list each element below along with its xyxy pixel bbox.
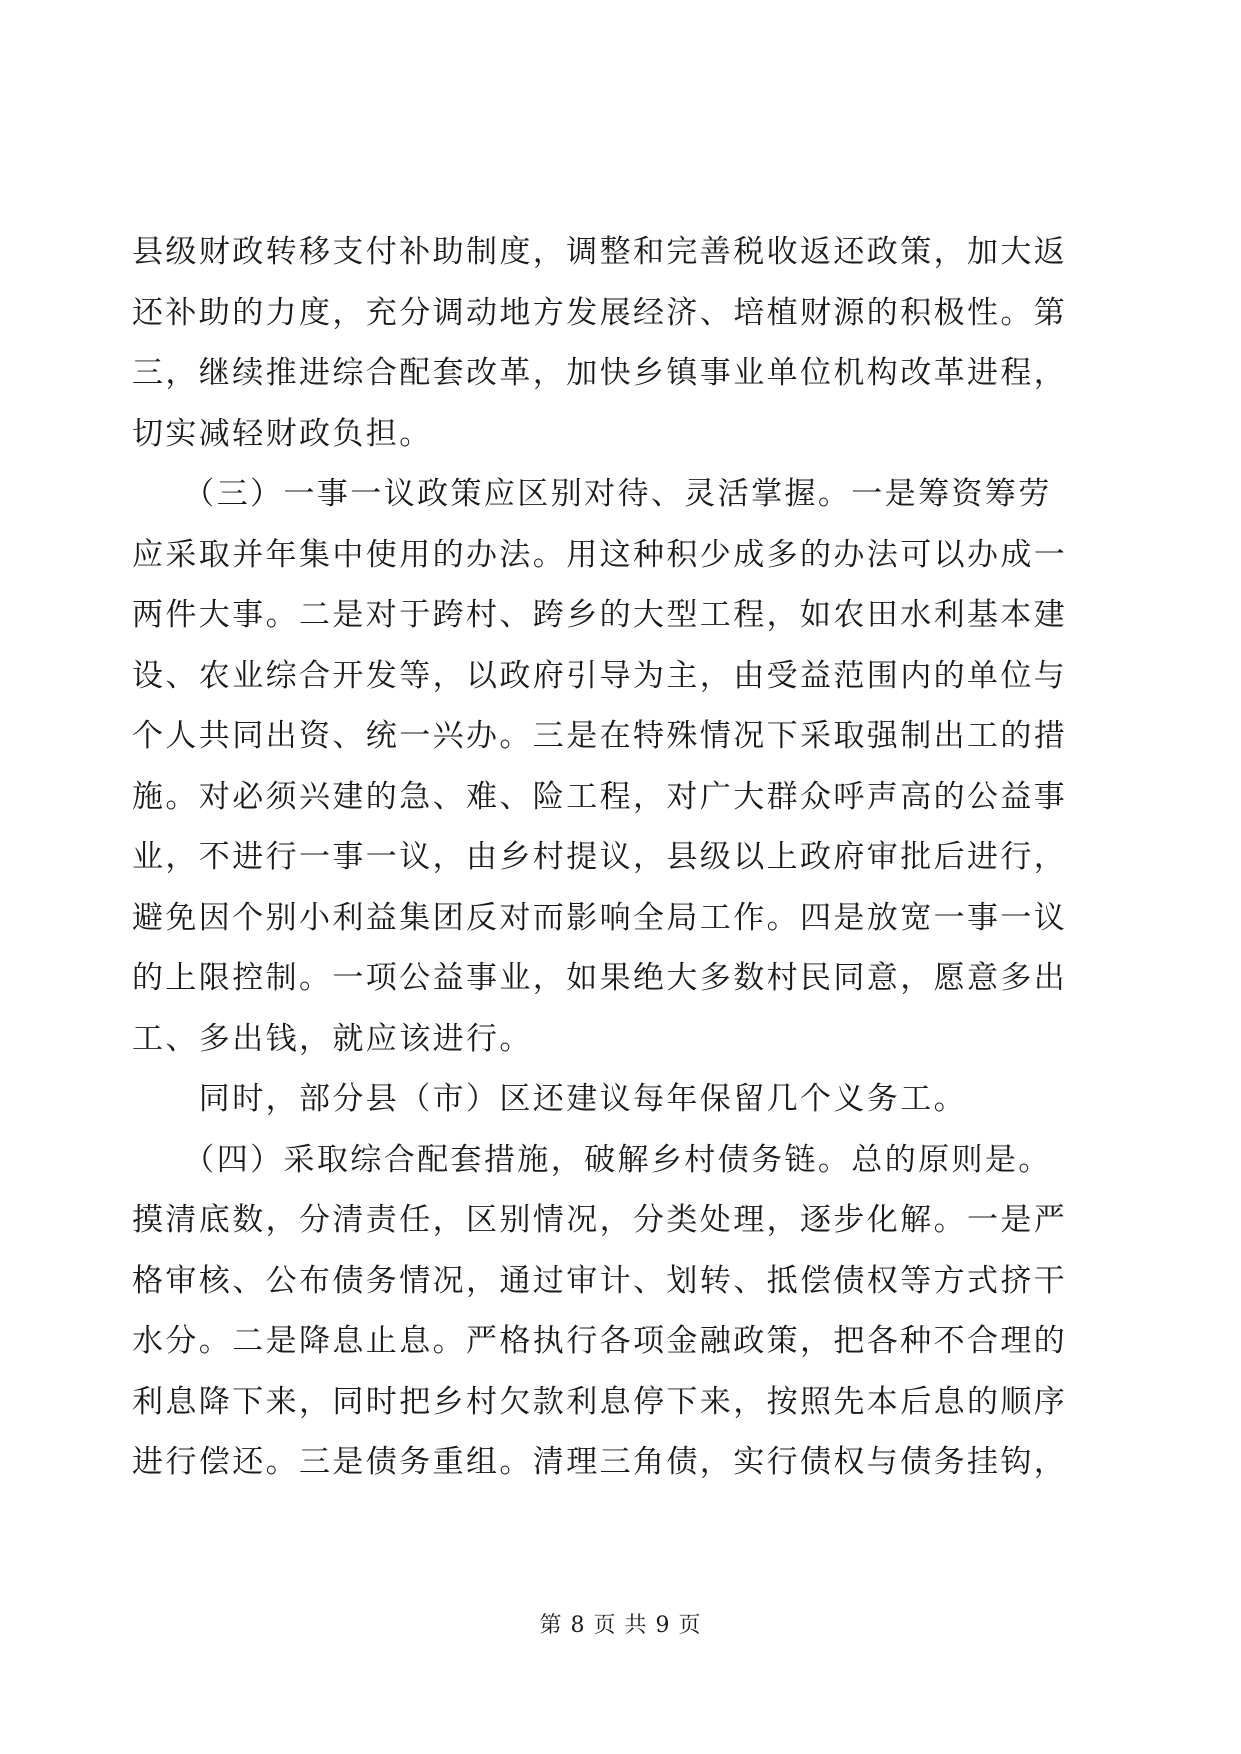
text-line: 两件大事。二是对于跨村、跨乡的大型工程，如农田水利基本建	[132, 597, 1068, 633]
document-body	[132, 222, 1108, 1493]
text-line: 个人共同出资、统一兴办。三是在特殊情况下采取强制出工的措	[132, 718, 1068, 754]
text-line: 还补助的力度，充分调动地方发展经济、培植财源的积极性。第	[132, 294, 1068, 331]
text-line: 业，不进行一事一议，由乡村提议，县级以上政府审批后进行，	[132, 839, 1068, 875]
text-line: 避免因个别小利益集团反对而影响全局工作。四是放宽一事一议	[132, 899, 1068, 936]
text-line: 摸清底数，分清责任，区别情况，分类处理，逐步化解。一是严	[132, 1202, 1068, 1238]
text-line: 县级财政转移支付补助制度，调整和完善税收返还政策，加大返	[132, 234, 1068, 270]
page-footer: 第 8 页 共 9 页	[539, 1613, 702, 1638]
text-line: 利息降下来，同时把乡村欠款利息停下来，按照先本后息的顺序	[132, 1383, 1068, 1420]
text-line: 格审核、公布债务情况，通过审计、划转、抵偿债权等方式挤干	[132, 1262, 1068, 1299]
text-line: 进行偿还。三是债务重组。清理三角债，实行债权与债务挂钩，	[132, 1444, 1068, 1480]
text-line: 三，继续推进综合配套改革，加快乡镇事业单位机构改革进程，	[132, 355, 1068, 391]
text-line: 同时，部分县（市）区还建议每年保留几个义务工。	[132, 1081, 967, 1117]
text-line: 设、农业综合开发等，以政府引导为主，由受益范围内的单位与	[132, 657, 1068, 694]
text-line: （四）采取综合配套措施，破解乡村债务链。总的原则是。	[132, 1141, 1052, 1178]
text-line: 的上限控制。一项公益事业，如果绝大多数村民同意，愿意多出	[132, 960, 1068, 996]
text-line: 施。对必须兴建的急、难、险工程，对广大群众呼声高的公益事	[132, 778, 1068, 815]
text-line: 切实减轻财政负担。	[132, 415, 433, 452]
text-line: 应采取并年集中使用的办法。用这种积少成多的办法可以办成一	[132, 536, 1068, 573]
text-line: （三）一事一议政策应区别对待、灵活掌握。一是筹资筹劳	[132, 476, 1052, 512]
text-line: 水分。二是降息止息。严格执行各项金融政策，把各种不合理的	[132, 1323, 1068, 1359]
text-line: 工、多出钱，就应该进行。	[132, 1020, 533, 1057]
